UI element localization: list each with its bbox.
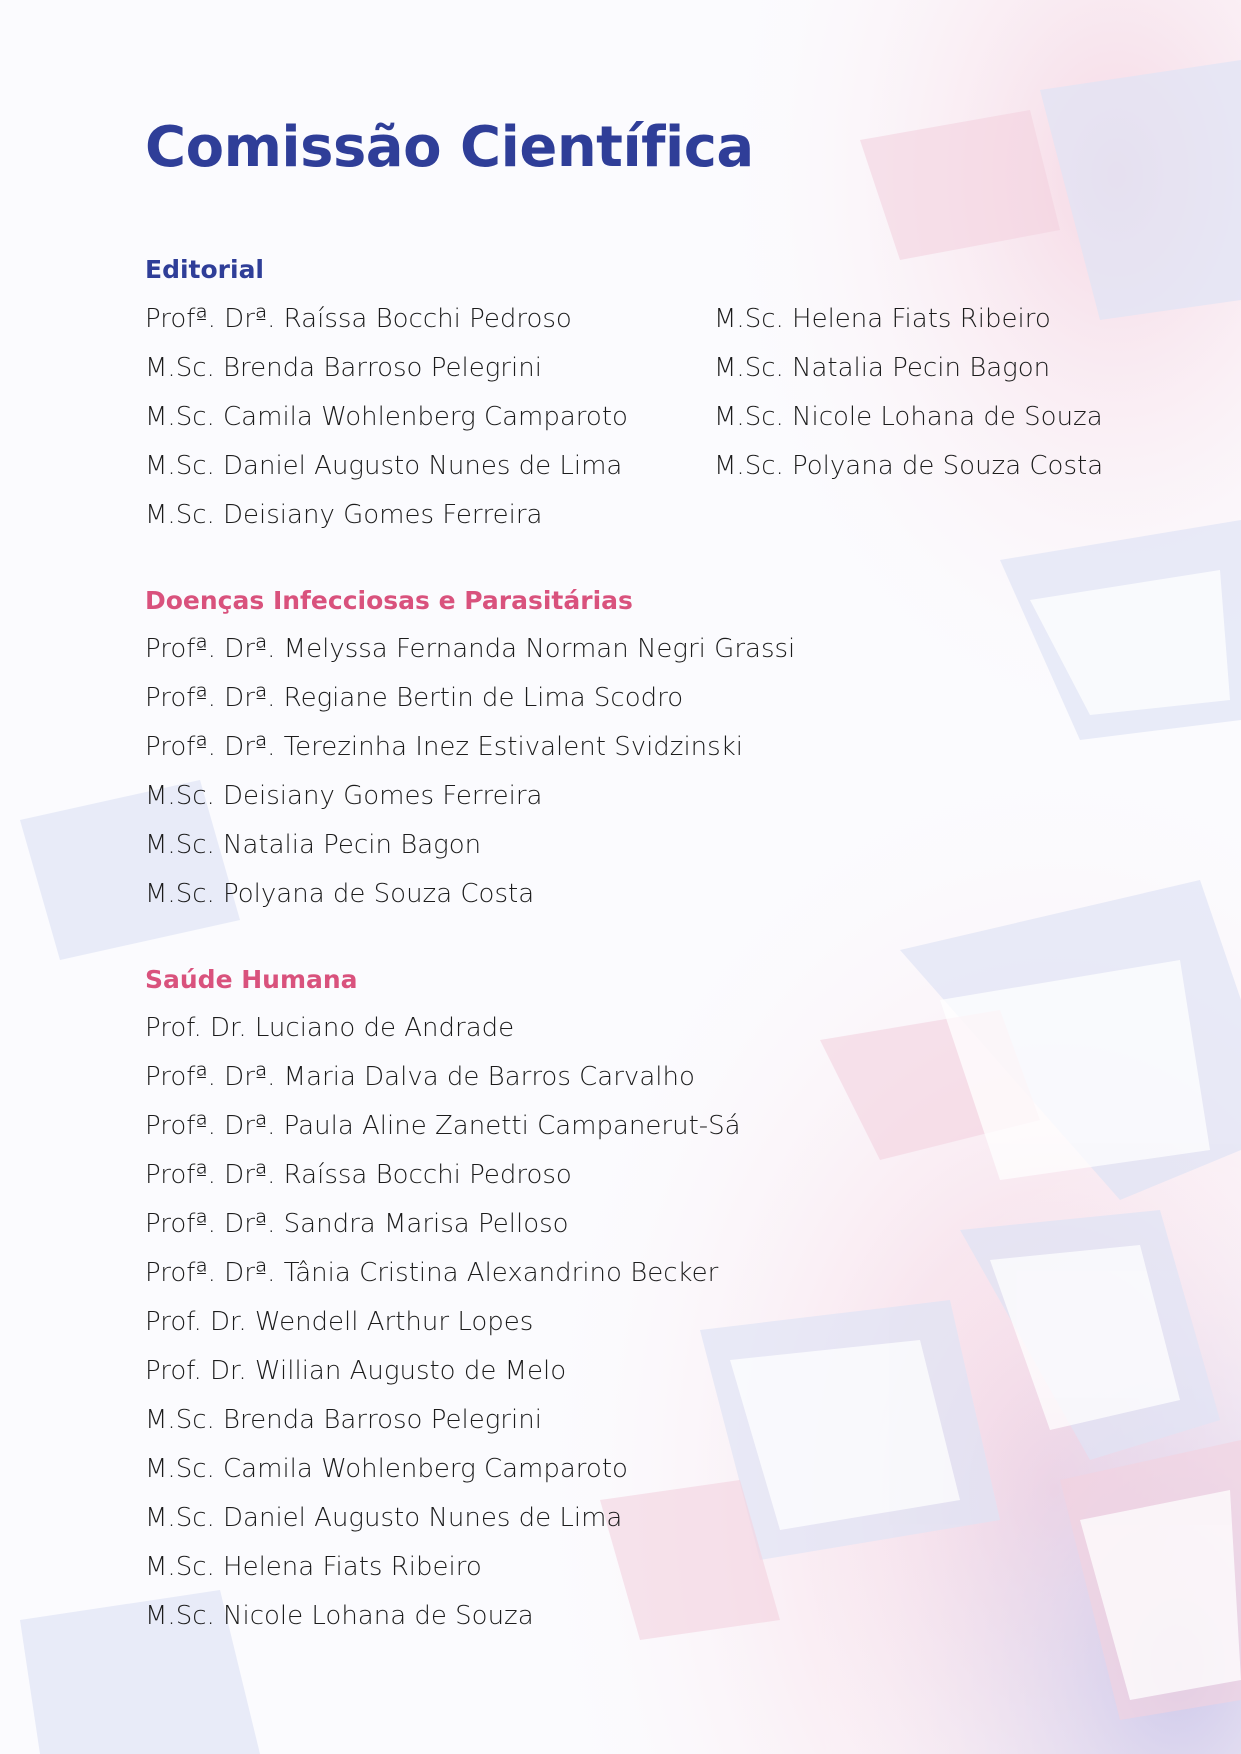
member-name: M.Sc. Brenda Barroso Pelegrini bbox=[145, 353, 542, 383]
member-name: Profª. Drª. Paula Aline Zanetti Campanerut-Sá bbox=[145, 1111, 741, 1141]
member-name: M.Sc. Nicole Lohana de Souza bbox=[145, 1601, 534, 1631]
doencas-column bbox=[145, 625, 795, 919]
member-name: M.Sc. Daniel Augusto Nunes de Lima bbox=[145, 1503, 623, 1533]
member-name: Prof. Dr. Luciano de Andrade bbox=[145, 1013, 515, 1043]
member-name: M.Sc. Camila Wohlenberg Camparoto bbox=[145, 402, 628, 432]
saude-humana-column bbox=[145, 1004, 741, 1641]
editorial-right-column bbox=[714, 295, 1103, 491]
member-name: M.Sc. Daniel Augusto Nunes de Lima bbox=[145, 451, 623, 481]
member-name: M.Sc. Nicole Lohana de Souza bbox=[714, 402, 1103, 432]
member-name: M.Sc. Camila Wohlenberg Camparoto bbox=[145, 1454, 628, 1484]
section-title-doencas: Doenças Infecciosas e Parasitárias bbox=[145, 586, 633, 615]
section-title-editorial: Editorial bbox=[145, 255, 265, 284]
member-name: M.Sc. Helena Fiats Ribeiro bbox=[714, 304, 1051, 334]
member-name: Profª. Drª. Raíssa Bocchi Pedroso bbox=[145, 1160, 572, 1190]
section-editorial bbox=[145, 255, 264, 285]
member-name: Profª. Drª. Raíssa Bocchi Pedroso bbox=[145, 304, 572, 334]
member-name: Prof. Dr. Wendell Arthur Lopes bbox=[145, 1307, 534, 1337]
member-name: Profª. Drª. Sandra Marisa Pelloso bbox=[145, 1209, 569, 1239]
member-name: Prof. Dr. Willian Augusto de Melo bbox=[145, 1356, 567, 1386]
member-name: M.Sc. Natalia Pecin Bagon bbox=[145, 830, 482, 860]
member-name: M.Sc. Brenda Barroso Pelegrini bbox=[145, 1405, 542, 1435]
member-name: M.Sc. Helena Fiats Ribeiro bbox=[145, 1552, 482, 1582]
member-name: M.Sc. Polyana de Souza Costa bbox=[145, 879, 535, 909]
member-name: Profª. Drª. Terezinha Inez Estivalent Svidzinski bbox=[145, 732, 743, 762]
member-name: Profª. Drª. Maria Dalva de Barros Carvalho bbox=[145, 1062, 695, 1092]
member-name: M.Sc. Natalia Pecin Bagon bbox=[714, 353, 1051, 383]
member-name: M.Sc. Polyana de Souza Costa bbox=[714, 451, 1104, 481]
member-name: M.Sc. Deisiany Gomes Ferreira bbox=[145, 781, 543, 811]
member-name: Profª. Drª. Regiane Bertin de Lima Scodro bbox=[145, 683, 684, 713]
section-saude-humana bbox=[145, 965, 358, 995]
member-name: Profª. Drª. Melyssa Fernanda Norman Negri Grassi bbox=[145, 634, 796, 664]
page-title: Comissão Científica bbox=[145, 115, 754, 180]
member-name: M.Sc. Deisiany Gomes Ferreira bbox=[145, 500, 543, 530]
section-title-saude-humana: Saúde Humana bbox=[145, 965, 358, 994]
editorial-left-column bbox=[145, 295, 628, 540]
member-name: Profª. Drª. Tânia Cristina Alexandrino Becker bbox=[145, 1258, 719, 1288]
section-doencas bbox=[145, 586, 633, 616]
